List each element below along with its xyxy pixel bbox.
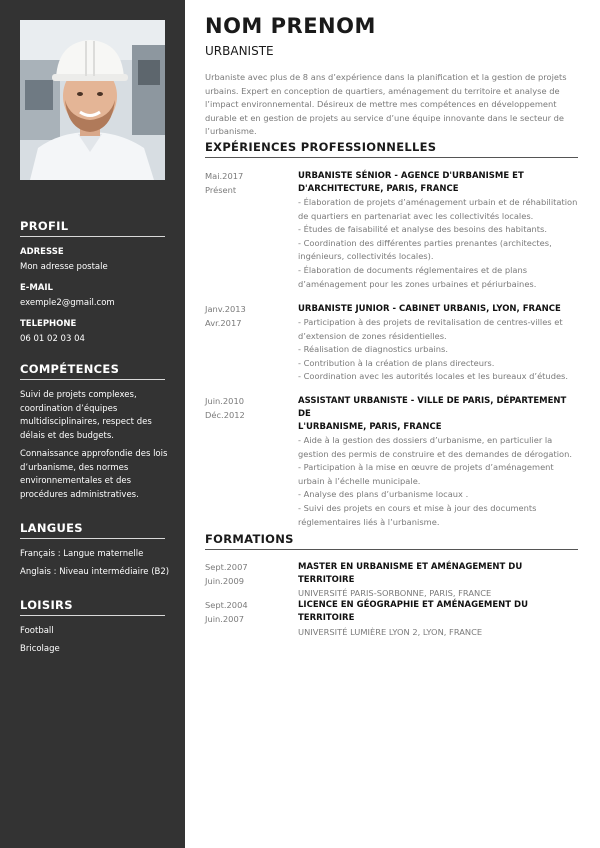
experience-title: URBANISTE JUNIOR - CABINET URBANIS, LYON, FRANCE [298,304,561,314]
loisir-item: Bricolage [20,644,60,654]
experience-detail: - Aide à la gestion des dossiers d’urbanisme, en particulier la [298,435,553,445]
experiences-section-title: EXPÉRIENCES PROFESSIONNELLES [205,140,578,158]
experience-date-end: Avr.2017 [205,317,242,328]
experience-detail: de quartiers en partenariat avec les collectivités locales. [298,210,534,221]
experience-entry [298,303,578,384]
experience-detail: d’aménagement pour les zones urbaines et périurbaines. [298,278,537,289]
competence-line: Suivi de projets complexes, [20,390,137,400]
email-label: E-MAIL [20,283,53,293]
formation-title: MASTER EN URBANISME ET AMÉNAGEMENT DU TERRITOIRE [298,562,523,585]
experience-detail: - Participation à la mise en œuvre de projets d’aménagement [298,462,554,473]
formation-entry [298,599,578,625]
competence-line: multidisciplinaires, respect des [20,417,152,427]
profil-section-title: PROFIL [20,219,165,237]
formations-section-title: FORMATIONS [205,532,578,550]
address-label: ADRESSE [20,247,64,257]
formation-date-start: Sept.2007 [205,562,248,572]
experience-entry [298,395,578,529]
experience-date-start: Janv.2013 [205,304,246,314]
competence-line: délais et des budgets. [20,430,114,441]
competence-line: Connaissance approfondie des lois [20,449,168,459]
formation-entry [298,561,578,601]
experience-detail: gestion des permis de construire et des demandes de dérogation. [298,448,572,459]
experience-entry [298,170,578,291]
sidebar [0,0,185,848]
experience-detail: ingénieurs, collectivités locales). [298,251,434,262]
experience-detail: - Élaboration de projets d’aménagement urbain et de réhabilitation [298,197,578,207]
formation-title: LICENCE EN GÉOGRAPHIE ET AMÉNAGEMENT DU TERRITOIRE [298,600,528,623]
formation-school: UNIVERSITÉ LUMIÈRE LYON 2, LYON, FRANCE [298,627,483,637]
experience-detail: - Contribution à la création de plans directeurs. [298,357,495,368]
langue-item: Anglais : Niveau intermédiaire (B2) [20,567,170,577]
formation-date-end: Juin.2007 [205,613,245,624]
experience-detail: - Études de faisabilité et analyse des besoins des habitants. [298,224,547,235]
experience-detail: - Élaboration de documents réglementaires et de plans [298,264,528,275]
experience-title: ASSISTANT URBANISTE - VILLE DE PARIS, DÉPARTEMENT DE [298,396,567,419]
experience-detail: - Suivi des projets en cours et mise à jour des documents [298,502,537,513]
experience-detail: - Analyse des plans d’urbanisme locaux . [298,489,469,500]
experience-detail: urbain à l’échelle municipale. [298,475,421,486]
experience-date-end: Déc.2012 [205,409,245,420]
formation-school: UNIVERSITÉ PARIS-SORBONNE, PARIS, FRANCE [298,588,492,598]
formation-date-start: Sept.2004 [205,600,248,610]
job-title: URBANISTE [205,44,274,58]
competence-line: procédures administratives. [20,489,139,500]
experience-detail: - Coordination avec les autorités locales et les bureaux d’études. [298,371,569,382]
experience-title: D'ARCHITECTURE, PARIS, FRANCE [298,184,459,194]
langue-item: Français : Langue maternelle [20,549,144,559]
experience-title: URBANISTE SÉNIOR - AGENCE D'URBANISME ET [298,171,524,181]
profile-photo [20,20,165,180]
phone-value: 06 01 02 03 04 [20,334,85,344]
email-value: exemple2@gmail.com [20,298,115,308]
langues-section-title: LANGUES [20,521,165,539]
experience-date-start: Juin.2010 [205,396,245,406]
phone-label: TELEPHONE [20,319,77,329]
experience-date-end: Présent [205,184,237,195]
loisir-item: Football [20,626,54,636]
experience-detail: - Participation à des projets de revitalisation de centres-villes et [298,317,563,327]
experience-title: L'URBANISME, PARIS, FRANCE [298,422,442,432]
experience-detail: réglementaires liés à l’urbanisme. [298,516,440,527]
competence-line: d’urbanisme, des normes [20,462,129,473]
candidate-name: NOM PRENOM [205,14,376,38]
experience-detail: - Coordination des différentes parties prenantes (architectes, [298,237,552,248]
experience-detail: d’extension de zones résidentielles. [298,330,447,341]
competence-line: environnementales et des [20,476,131,486]
loisirs-section-title: LOISIRS [20,598,165,616]
formation-date-end: Juin.2009 [205,575,245,586]
profile-summary: Urbaniste avec plus de 8 ans d’expérience dans la planification et la gestion de projets urbains. Expert en conception de quartiers, aménagement du territoire et analyse de l’impact environnemental. Désireux de mettre mes compétences en développement durable et en gestion de projets au service d’une équipe innovante dans le secteur de l’urbanisme. [205,72,567,136]
competences-section-title: COMPÉTENCES [20,362,165,380]
experience-detail: - Réalisation de diagnostics urbains. [298,344,448,355]
address-value: Mon adresse postale [20,262,108,272]
experience-date-start: Mai.2017 [205,171,244,181]
competence-line: coordination d’équipes [20,403,118,414]
